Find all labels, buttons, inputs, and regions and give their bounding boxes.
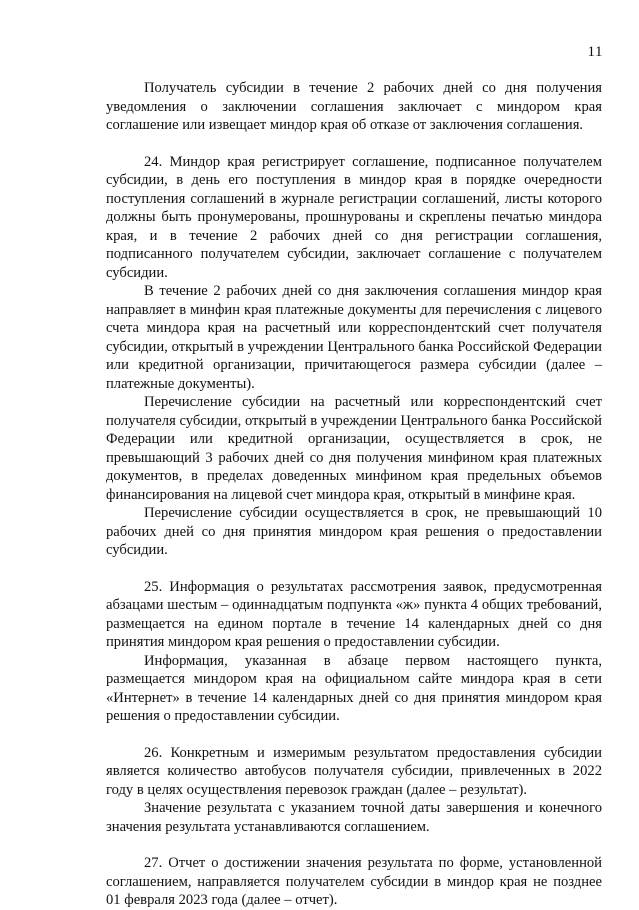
paragraph-result-value: Значение результата с указанием точной даты завершения и конечного значения результата устанавливаются соглашением. [106, 800, 602, 835]
page-number: 11 [587, 44, 603, 60]
paragraph-website-publication: Информация, указанная в абзаце первом настоящего пункта, размещается миндором края на официальном сайте миндора края в сети «Интернет» в течение 14 календарных дней со дня принятия миндором края решения о предоставлении субсидии. [106, 652, 602, 724]
paragraph-transfer-terms: Перечисление субсидии на расчетный или корреспондентский счет получателя субсидии, открытый в учреждении Центрального банка Российской Федерации или кредитной организации, осуществляется в срок, не превышающий 3 рабочих дней со дня получения минфином края платежных документов, в пределах доведенных минфином края предельных объемов финансирования на лицевой счет миндора края, открытый в минфине края. [106, 394, 602, 503]
paragraph-27-report: 27. Отчет о достижении значения результата по форме, установленной соглашением, направляется получателем субсидии в миндор края не позднее 01 февраля 2023 года (далее – отчет). [106, 855, 602, 908]
paragraph-transfer-deadline: Перечисление субсидии осуществляется в срок, не превышающий 10 рабочих дней со дня принятия миндором края решения о предоставлении субсидии. [106, 505, 602, 558]
paragraph-25-information: 25. Информация о результатах рассмотрения заявок, предусмотренная абзацами шестым – одиннадцатым подпункта «ж» пункта 4 общих требований, размещается на едином портале в течение 14 календарных дней со дня принятия миндором края решения о предоставлении субсидии. [106, 578, 602, 650]
paragraph-26-result: 26. Конкретным и измеримым результатом предоставления субсидии является количество автобусов получателя субсидии, привлеченных в 2022 году в целях осуществления перевозок граждан (далее – результат). [106, 744, 602, 798]
document-body [106, 79, 602, 910]
paragraph-payment-documents: В течение 2 рабочих дней со дня заключения соглашения миндор края направляет в минфин края платежные документы для перечисления с лицевого счета миндора края на расчетный или корреспондентский счет получателя субсидии, открытый в учреждении Центрального банка Российской Федерации или кредитной организации, причитающегося размера субсидии (далее – платежные документы). [106, 283, 602, 392]
paragraph-24-registration: 24. Миндор края регистрирует соглашение, подписанное получателем субсидии, в день его поступления в миндор края в порядке очередности поступления соглашений в журнале регистрации соглашений, листы которого должны быть пронумерованы, прошнурованы и скреплены печатью миндора края, и в течение 2 рабочих дней со дня регистрации соглашения, подписанного получателем субсидии, заключает соглашение с получателем субсидии. [106, 153, 602, 281]
paragraph-recipient-agreement: Получатель субсидии в течение 2 рабочих дней со дня получения уведомления о заключении соглашения заключает с миндором края соглашение или извещает миндор края об отказе от заключения соглашения. [106, 80, 602, 133]
